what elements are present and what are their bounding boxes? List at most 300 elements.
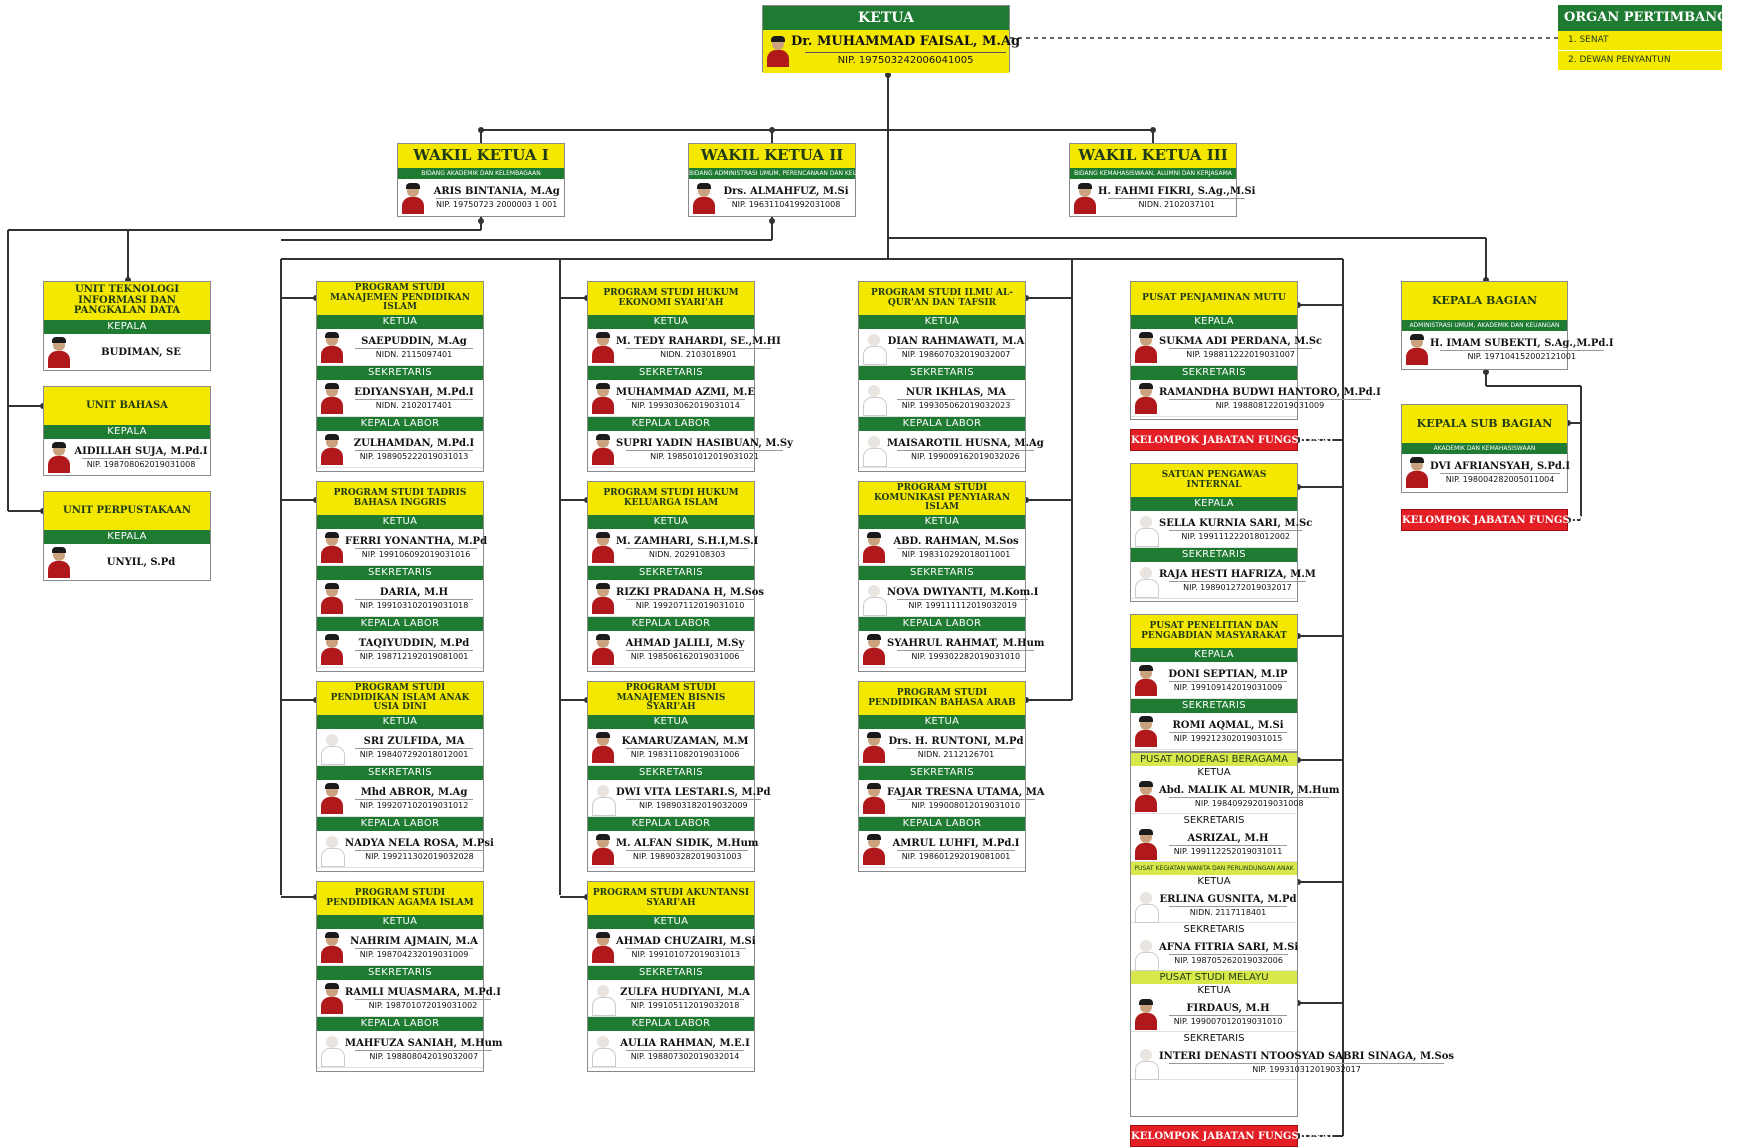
person-name: AHMAD JALILI, M.Sy: [625, 637, 745, 649]
kasubag-field: AKADEMIK DAN KEMAHASISWAAN: [1402, 443, 1567, 454]
organ-title: ORGAN PERTIMBANGAN: [1558, 5, 1722, 31]
person-nip: NIP. 199303062019031014: [626, 399, 745, 410]
role-label: KETUA: [588, 315, 754, 329]
wakil-title: WAKIL KETUA II: [689, 144, 855, 168]
role-label: KETUA: [859, 715, 1025, 729]
person-row: [588, 780, 771, 817]
person-nip: NIP. 199103102019031018: [355, 599, 473, 610]
person-row: [317, 929, 483, 966]
person-row: [317, 831, 494, 868]
role-label: KETUA: [317, 915, 483, 929]
person-nip: NIP. 199111112019032019: [897, 599, 1028, 610]
role-label: SEKRETARIS: [317, 566, 483, 580]
person-nip: NIP. 197104152002121001: [1440, 350, 1604, 361]
person-name: H. FAHMI FIKRI, S.Ag.,M.Si: [1098, 186, 1256, 197]
role-label: KETUA: [588, 715, 754, 729]
role-label: KEPALA: [44, 425, 210, 439]
person-photo: [1133, 564, 1159, 596]
person-name: DONI SEPTIAN, M.IP: [1168, 668, 1288, 680]
person-row: [317, 329, 483, 366]
person-row: [1131, 511, 1313, 548]
kasubag-title: KEPALA SUB BAGIAN: [1402, 405, 1567, 443]
prodi-box: [587, 281, 793, 472]
person-row: [317, 729, 483, 766]
person-nip: NIP. 198311082019031006: [626, 748, 744, 759]
person-name: FIRDAUS, M.H: [1186, 1002, 1270, 1014]
role-label: SEKRETARIS: [1131, 923, 1297, 936]
person-photo: [319, 782, 345, 814]
person-row: [859, 780, 1045, 817]
prodi-box: [858, 281, 1044, 472]
person-nip: NIP. 199310312019032017: [1169, 1063, 1444, 1074]
prodi-title: PROGRAM STUDI AKUNTANSI SYARI'AH: [588, 882, 754, 915]
unit-tipd-box: [43, 281, 211, 371]
pusat-box: [1130, 614, 1298, 752]
pusat-list-title: PUSAT MODERASI BERAGAMA: [1131, 753, 1297, 766]
person-photo: [1404, 333, 1430, 365]
prodi-title: PROGRAM STUDI MANAJEMEN BISNIS SYARI'AH: [588, 682, 754, 715]
person-row: [1131, 779, 1340, 814]
person-photo: [400, 182, 426, 214]
person-nip: NIP. 198607032019032007: [897, 348, 1015, 359]
person-photo: [1133, 664, 1159, 696]
role-label: SEKRETARIS: [317, 966, 483, 980]
person-photo: [1133, 715, 1159, 747]
person-photo: [46, 441, 72, 473]
wakil-ketua-2-box: [688, 143, 879, 217]
person-nip: NIP. 199009162019032026: [897, 450, 1034, 461]
person-nip: NIDN. 2112126701: [897, 748, 1015, 759]
prodi-box: [316, 481, 488, 672]
person-row: [317, 529, 488, 566]
role-label: KEPALA LABOR: [588, 1017, 754, 1031]
role-label: KETUA: [317, 515, 483, 529]
person-photo: [1133, 828, 1159, 860]
wakil-field: BIDANG AKADEMIK DAN KELEMBAGAAN: [398, 168, 564, 179]
role-label: SEKRETARIS: [1131, 366, 1297, 380]
person-nip: NIP. 199105112019032018: [626, 999, 744, 1010]
person-photo: [861, 331, 887, 363]
person-photo: [1404, 456, 1430, 488]
person-name: SUKMA ADI PERDANA, M.Sc: [1159, 335, 1323, 347]
person-photo: [590, 982, 616, 1014]
person-row: [859, 529, 1025, 566]
jabatan-fungsional-label: KELOMPOK JABATAN FUNGSIONAL: [1401, 509, 1568, 531]
person-name: MAISAROTIL HUSNA, M.Ag: [887, 437, 1044, 449]
person-name: Drs. ALMAHFUZ, M.Si: [723, 186, 849, 197]
role-label: SEKRETARIS: [1131, 1032, 1297, 1045]
unit-bahasa-box: [43, 386, 211, 476]
person-nip: NIP. 198811222019031007: [1169, 348, 1312, 359]
person-row: [588, 529, 759, 566]
person-photo: [590, 382, 616, 414]
person-photo: [46, 546, 72, 578]
prodi-box: [858, 481, 1045, 672]
pusat-list-title: PUSAT STUDI MELAYU: [1131, 971, 1297, 984]
person-photo: [861, 531, 887, 563]
unit-title: UNIT PERPUSTAKAAN: [44, 492, 210, 530]
person-row: [859, 729, 1025, 766]
person-photo: [861, 633, 887, 665]
person-nip: NIDN. 2102017401: [355, 399, 473, 410]
person-photo: [319, 531, 345, 563]
ketua-nip: NIP. 197503242006041005: [805, 52, 1006, 66]
person-nip: NIP. 199112252019031011: [1169, 845, 1287, 856]
person-name: SAEPUDDIN, M.Ag: [361, 335, 467, 347]
role-label: KEPALA: [1131, 648, 1297, 662]
wakil-ketua-3-box: [1069, 143, 1256, 217]
person-nip: NIP. 198407292018012001: [355, 748, 473, 759]
person-row: [317, 580, 483, 617]
person-name: RAMANDHA BUDWI HANTORO, M.Pd.I: [1159, 386, 1381, 398]
person-name: ASRIZAL, M.H: [1187, 832, 1269, 844]
wakil-ketua-1-box: [397, 143, 565, 217]
person-row: [317, 380, 483, 417]
role-label: KEPALA LABOR: [859, 617, 1025, 631]
person-photo: [319, 731, 345, 763]
person-nip: NIP. 199211302019032028: [355, 850, 484, 861]
person-name: AIDILLAH SUJA, M.Pd.I: [74, 445, 208, 457]
person-row: [1131, 1045, 1455, 1080]
person-nip: NIP. 198901272019032017: [1169, 581, 1306, 592]
person-name: DIAN RAHMAWATI, M.A: [887, 335, 1025, 347]
unit-perpustakaan-box: [43, 491, 211, 581]
ketua-box: [762, 5, 1021, 72]
person-photo: [319, 433, 345, 465]
person-row: [1131, 329, 1323, 366]
unit-title: UNIT TEKNOLOGI INFORMASI DAN PANGKALAN DATA: [44, 282, 210, 320]
role-label: SEKRETARIS: [588, 566, 754, 580]
prodi-title: PROGRAM STUDI TADRIS BAHASA INGGRIS: [317, 482, 483, 515]
person-name: ZULFA HUDIYANI, M.A: [620, 986, 750, 998]
person-nip: NIP. 199007012019031010: [1169, 1015, 1287, 1026]
person-row: [859, 831, 1025, 868]
person-photo: [319, 582, 345, 614]
role-label: SEKRETARIS: [1131, 699, 1297, 713]
person-name: SELLA KURNIA SARI, M.Sc: [1159, 517, 1313, 529]
role-label: KEPALA LABOR: [317, 817, 483, 831]
role-label: KEPALA: [44, 530, 210, 544]
person-name: AULIA RAHMAN, M.E.I: [620, 1037, 750, 1049]
person-photo: [319, 982, 345, 1014]
role-label: KEPALA LABOR: [317, 417, 483, 431]
pusat-title: PUSAT PENELITIAN DAN PENGABDIAN MASYARAKAT: [1131, 615, 1297, 648]
person-row: [317, 431, 483, 468]
prodi-title: PROGRAM STUDI KOMUNIKASI PENYIARAN ISLAM: [859, 482, 1025, 515]
person-row: [859, 631, 1045, 668]
kepala-sub-bagian-box: [1401, 404, 1571, 493]
person-row: [588, 929, 754, 966]
person-photo: [1133, 1046, 1159, 1078]
wakil-title: WAKIL KETUA I: [398, 144, 564, 168]
person-nip: NIP. 199212302019031015: [1169, 732, 1287, 743]
kepala-bagian-box: [1401, 281, 1614, 370]
person-photo: [319, 1033, 345, 1065]
person-nip: NIP. 198501012019031021: [626, 450, 783, 461]
person-photo: [1133, 998, 1159, 1030]
person-name: NOVA DWIYANTI, M.Kom.I: [887, 586, 1039, 598]
kabag-field: ADMINISTRASI UMUM, AKADEMIK DAN KEUANGAN: [1402, 320, 1567, 331]
role-label: KEPALA LABOR: [859, 417, 1025, 431]
person-photo: [590, 433, 616, 465]
person-photo: [1133, 780, 1159, 812]
prodi-title: PROGRAM STUDI HUKUM KELUARGA ISLAM: [588, 482, 754, 515]
person-row: [317, 780, 483, 817]
prodi-box: [587, 681, 771, 872]
person-photo: [1133, 382, 1159, 414]
person-photo: [590, 931, 616, 963]
person-name: INTERI DENASTI NTOOSYAD SABRI SINAGA, M.Sos: [1159, 1050, 1455, 1062]
role-label: SEKRETARIS: [1131, 548, 1297, 562]
person-row: [1131, 936, 1297, 971]
person-photo: [590, 633, 616, 665]
person-row: [859, 380, 1025, 417]
wakil-field: BIDANG KEMAHASISWAAN, ALUMNI DAN KERJASAMA: [1070, 168, 1236, 179]
pusat-list-title: PUSAT KEGIATAN WANITA DAN PERLINDUNGAN ANAK: [1131, 862, 1297, 875]
person-row: [1131, 997, 1297, 1032]
role-label: KETUA: [859, 515, 1025, 529]
person-photo: [861, 782, 887, 814]
role-label: SEKRETARIS: [317, 766, 483, 780]
person-nip: NIDN. 2115097401: [355, 348, 473, 359]
person-nip: NIP. 198712192019081001: [355, 650, 473, 661]
person-row: [859, 329, 1025, 366]
person-row: [859, 580, 1039, 617]
person-photo: [861, 382, 887, 414]
person-name: DARIA, M.H: [379, 586, 449, 598]
person-row: [588, 729, 754, 766]
role-label: KEPALA LABOR: [859, 817, 1025, 831]
prodi-box: [858, 681, 1045, 872]
person-name: BUDIMAN, SE: [101, 346, 181, 358]
role-label: KEPALA LABOR: [588, 617, 754, 631]
person-name: NADYA NELA ROSA, M.Psi: [345, 837, 494, 849]
person-name: ZULHAMDAN, M.Pd.I: [353, 437, 475, 449]
ketua-photo: [765, 35, 791, 67]
person-name: DWI VITA LESTARI.S, M.Pd: [616, 786, 771, 798]
person-row: [1131, 562, 1316, 599]
person-photo: [319, 633, 345, 665]
person-nip: NIP. 199207102019031012: [355, 799, 473, 810]
person-row: [1131, 827, 1297, 862]
ketua-name: Dr. MUHAMMAD FAISAL, M.Ag: [791, 34, 1021, 49]
role-label: KETUA: [317, 315, 483, 329]
person-name: AFNA FITRIA SARI, M.Si: [1159, 941, 1299, 953]
organ-item: 1. SENAT: [1558, 31, 1722, 51]
person-name: SYAHRUL RAHMAT, M.Hum: [887, 637, 1045, 649]
person-name: RIZKI PRADANA H, M.Sos: [616, 586, 765, 598]
person-nip: NIDN. 2117118401: [1169, 906, 1287, 917]
role-label: SEKRETARIS: [588, 966, 754, 980]
person-photo: [861, 582, 887, 614]
role-label: KEPALA LABOR: [588, 417, 754, 431]
person-photo: [590, 531, 616, 563]
pusat-title: PUSAT PENJAMINAN MUTU: [1131, 282, 1297, 315]
person-name: SUPRI YADIN HASIBUAN, M.Sy: [616, 437, 793, 449]
person-photo: [1133, 889, 1159, 921]
person-photo: [590, 782, 616, 814]
organ-pertimbangan: [1558, 5, 1750, 73]
person-row: [859, 431, 1044, 468]
prodi-box: [316, 281, 484, 472]
person-photo: [861, 433, 887, 465]
person-nip: NIP. 198310292018011001: [897, 548, 1015, 559]
person-nip: NIP. 198807302019032014: [626, 1050, 744, 1061]
pusat-list-box: [1130, 752, 1455, 1117]
person-name: H. IMAM SUBEKTI, S.Ag.,M.Pd.I: [1430, 337, 1614, 349]
prodi-title: PROGRAM STUDI HUKUM EKONOMI SYARI'AH: [588, 282, 754, 315]
person-name: FERRI YONANTHA, M.Pd: [345, 535, 488, 547]
role-label: SEKRETARIS: [588, 766, 754, 780]
role-label: SEKRETARIS: [1131, 814, 1297, 827]
person-photo: [1133, 513, 1159, 545]
prodi-box: [587, 881, 755, 1072]
person-row: [317, 631, 483, 668]
person-photo: [1133, 937, 1159, 969]
person-row: [588, 1031, 754, 1068]
person-row: [1131, 380, 1381, 417]
person-nip: NIP. 198506162019031006: [626, 650, 744, 661]
person-name: M. ALFAN SIDIK, M.Hum: [616, 837, 759, 849]
prodi-title: PROGRAM STUDI PENDIDIKAN ISLAM ANAK USIA DINI: [317, 682, 483, 715]
role-label: KETUA: [1131, 766, 1297, 779]
person-photo: [691, 182, 717, 214]
person-photo: [1072, 182, 1098, 214]
person-row: [317, 980, 501, 1017]
prodi-box: [316, 681, 494, 872]
person-name: M. TEDY RAHARDI, SE.,M.HI: [616, 335, 781, 347]
person-name: RAJA HESTI HAFRIZA, M.M: [1159, 568, 1316, 580]
jabatan-fungsional-label: KELOMPOK JABATAN FUNGSIONAL: [1130, 429, 1298, 451]
role-label: KEPALA: [1131, 315, 1297, 329]
person-name: TAQIYUDDIN, M.Pd: [358, 637, 470, 649]
person-nip: NIP. 199106092019031016: [355, 548, 477, 559]
prodi-title: PROGRAM STUDI ILMU AL-QUR'AN DAN TAFSIR: [859, 282, 1025, 315]
role-label: KETUA: [317, 715, 483, 729]
person-name: M. ZAMHARI, S.H.I,M.S.I: [616, 535, 759, 547]
kabag-title: KEPALA BAGIAN: [1402, 282, 1567, 320]
person-name: Abd. MALIK AL MUNIR, M.Hum: [1159, 784, 1340, 796]
jabatan-fungsional-label: KELOMPOK JABATAN FUNGSIONAL: [1130, 1125, 1298, 1147]
person-row: [588, 580, 765, 617]
person-nip: NIP. 198701072019031002: [355, 999, 491, 1010]
person-name: AHMAD CHUZAIRI, M.Si: [616, 935, 756, 947]
person-nip: NIP. 198409292019031008: [1169, 797, 1329, 808]
person-name: RAMLI MUASMARA, M.Pd.I: [345, 986, 501, 998]
prodi-title: PROGRAM STUDI PENDIDIKAN BAHASA ARAB: [859, 682, 1025, 715]
role-label: KEPALA LABOR: [317, 1017, 483, 1031]
person-name: NAHRIM AJMAIN, M.A: [350, 935, 478, 947]
person-nip: NIDN. 2103018901: [626, 348, 771, 359]
pusat-box: [1130, 463, 1316, 602]
unit-title: UNIT BAHASA: [44, 387, 210, 425]
person-row: [588, 831, 759, 868]
person-photo: [590, 833, 616, 865]
role-label: KEPALA LABOR: [588, 817, 754, 831]
person-nip: NIP. 198903282019031003: [626, 850, 748, 861]
person-nip: NIP. 198705262019032006: [1169, 954, 1288, 965]
person-photo: [590, 331, 616, 363]
person-nip: NIP. 198704232019031009: [355, 948, 473, 959]
role-label: KETUA: [1131, 875, 1297, 888]
person-name: Mhd ABROR, M.Ag: [360, 786, 468, 798]
person-name: EDIYANSYAH, M.Pd.I: [354, 386, 474, 398]
person-photo: [319, 331, 345, 363]
person-nip: NIP. 199207112019031010: [626, 599, 754, 610]
person-photo: [319, 833, 345, 865]
person-name: ABD. RAHMAN, M.Sos: [893, 535, 1019, 547]
person-nip: NIP. 199111222018012002: [1169, 530, 1302, 541]
person-name: DVI AFRIANSYAH, S.Pd.I: [1430, 460, 1571, 472]
person-photo: [861, 833, 887, 865]
person-photo: [861, 731, 887, 763]
pusat-box: [1130, 281, 1381, 420]
person-name: ROMI AQMAL, M.Si: [1172, 719, 1284, 731]
person-nip: NIP. 198004282005011004: [1440, 473, 1560, 484]
person-nip: NIP. 196311041992031008: [727, 198, 845, 209]
person-name: FAJAR TRESNA UTAMA, MA: [887, 786, 1045, 798]
role-label: KEPALA LABOR: [317, 617, 483, 631]
person-row: [1131, 888, 1297, 923]
person-name: NUR IKHLAS, MA: [906, 386, 1006, 398]
person-name: MAHFUZA SANIAH, M.Hum: [345, 1037, 503, 1049]
role-label: SEKRETARIS: [317, 366, 483, 380]
person-nip: NIP. 199305062019032023: [897, 399, 1015, 410]
person-nip: NIP. 198601292019081001: [897, 850, 1015, 861]
person-row: [588, 329, 781, 366]
person-nip: NIP. 199101072019031013: [626, 948, 746, 959]
person-photo: [319, 931, 345, 963]
prodi-box: [587, 481, 765, 672]
person-nip: NIP. 199109142019031009: [1169, 681, 1287, 692]
person-row: [1131, 662, 1297, 699]
role-label: SEKRETARIS: [859, 366, 1025, 380]
person-photo: [590, 731, 616, 763]
role-label: SEKRETARIS: [859, 766, 1025, 780]
person-row: [317, 1031, 503, 1068]
role-label: KETUA: [859, 315, 1025, 329]
person-name: ERLINA GUSNITA, M.Pd: [1159, 893, 1297, 905]
role-label: KETUA: [1131, 984, 1297, 997]
person-row: [588, 380, 754, 417]
person-nip: NIDN. 2102037101: [1108, 198, 1245, 209]
person-photo: [590, 1033, 616, 1065]
wakil-title: WAKIL KETUA III: [1070, 144, 1236, 168]
person-nip: NIP. 19750723 2000003 1 001: [436, 200, 558, 209]
organ-item: 2. DEWAN PENYANTUN: [1558, 51, 1722, 71]
ketua-title: KETUA: [763, 6, 1009, 30]
person-nip: NIP. 198808122019031009: [1169, 399, 1371, 410]
person-row: [588, 431, 793, 468]
person-nip: NIP. 198708062019031008: [82, 458, 200, 469]
person-nip: NIDN. 2029108303: [626, 548, 748, 559]
person-nip: NIP. 198903182019032009: [626, 799, 761, 810]
role-label: SEKRETARIS: [859, 566, 1025, 580]
person-photo: [1133, 331, 1159, 363]
person-name: UNYIL, S.Pd: [106, 556, 176, 568]
person-name: Drs. H. RUNTONI, M.Pd: [888, 735, 1024, 747]
person-nip: NIP. 199008012019031010: [897, 799, 1035, 810]
person-photo: [46, 336, 72, 368]
person-row: [1131, 713, 1297, 750]
person-photo: [590, 582, 616, 614]
pusat-title: SATUAN PENGAWAS INTERNAL: [1131, 464, 1297, 497]
person-photo: [319, 382, 345, 414]
person-name: MUHAMMAD AZMI, M.E: [616, 386, 755, 398]
role-label: KETUA: [588, 515, 754, 529]
role-label: SEKRETARIS: [588, 366, 754, 380]
role-label: KEPALA: [1131, 497, 1297, 511]
